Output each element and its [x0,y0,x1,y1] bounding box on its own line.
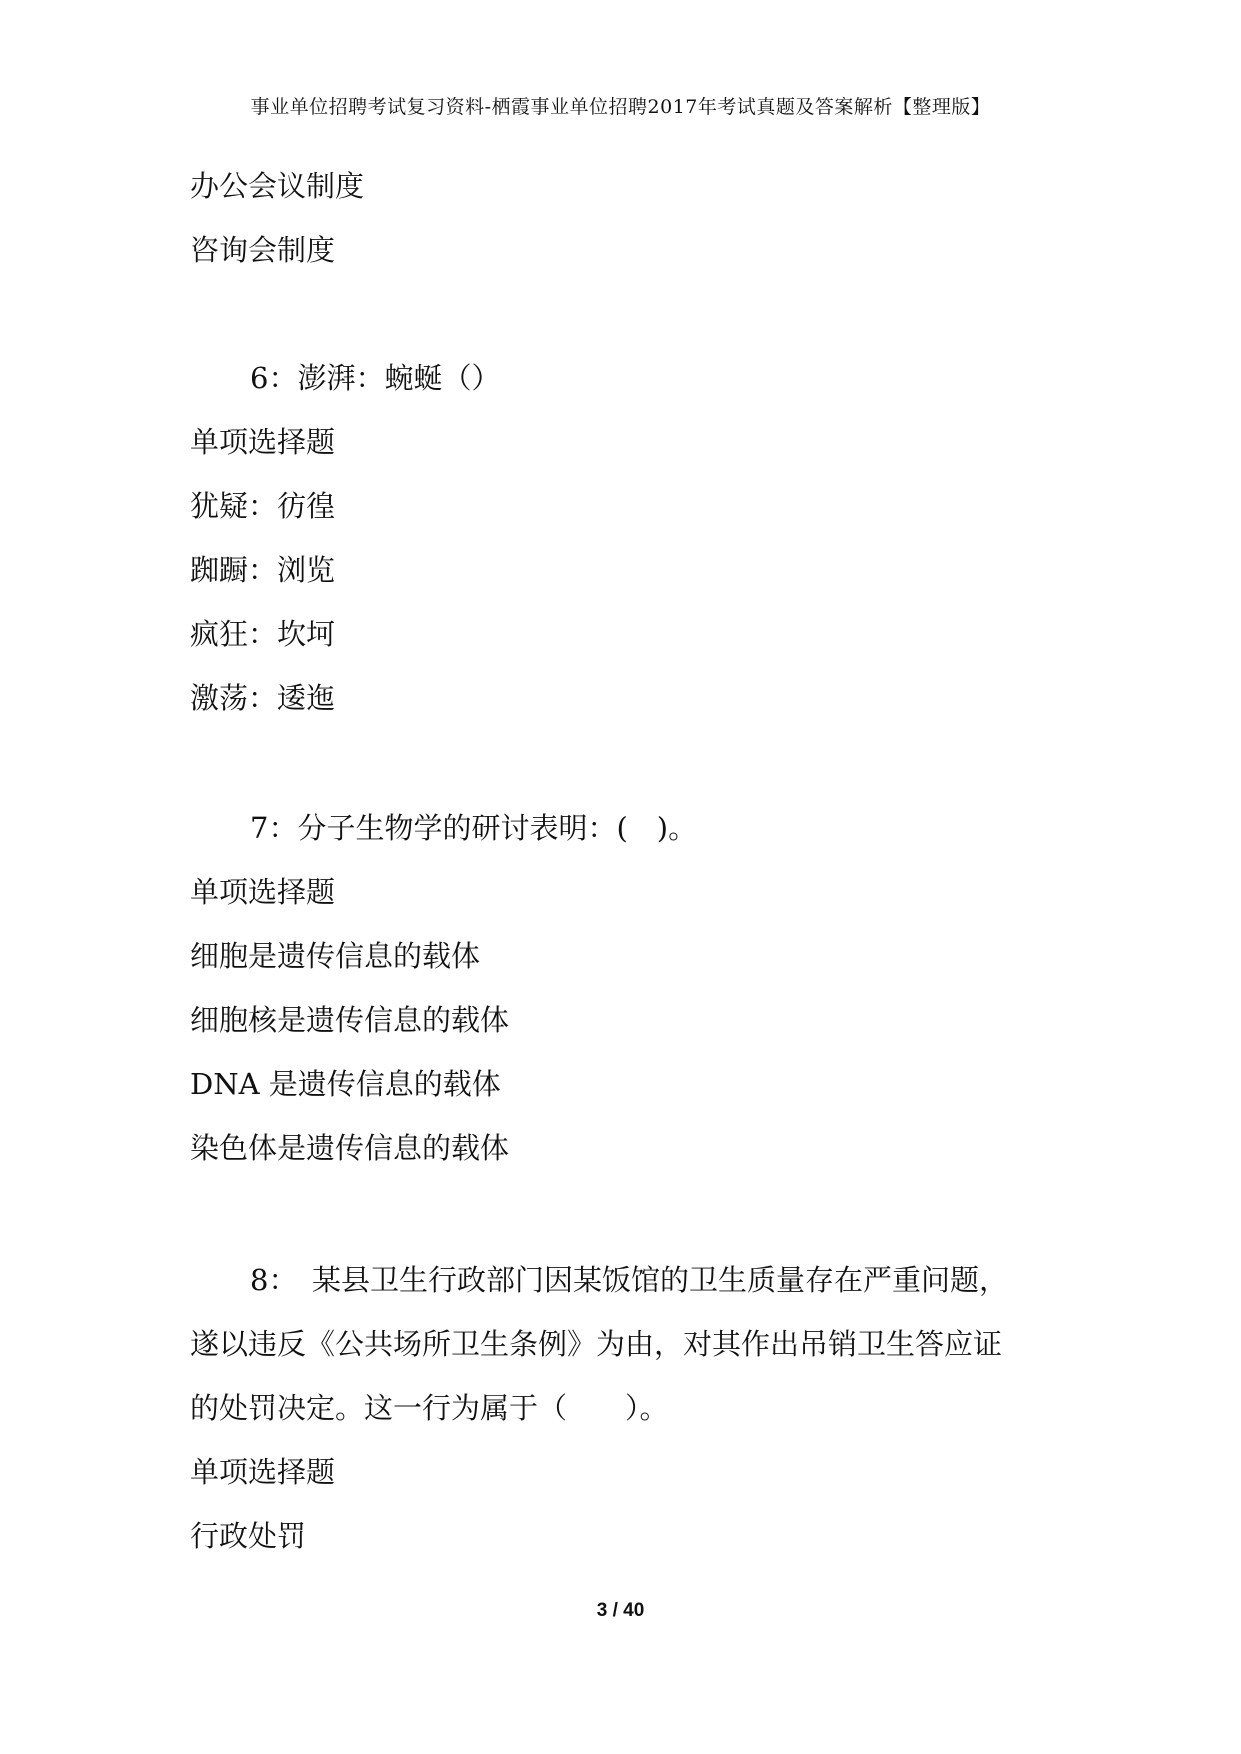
question-7-option: 细胞核是遗传信息的载体 [190,1003,510,1037]
question-7-stem: 7：分子生物学的研讨表明：( )。 [250,811,698,845]
question-7-type: 单项选择题 [190,875,336,909]
question-6-option: 踟蹰：浏览 [190,553,336,587]
question-8-type: 单项选择题 [190,1455,336,1489]
question-6-option: 犹疑：彷徨 [190,489,336,523]
question-8-stem-line: 的处罚决定。这一行为属于（ ）。 [190,1391,669,1425]
page-number: 3 / 40 [596,1600,645,1621]
question-7-option: 染色体是遗传信息的载体 [190,1131,510,1165]
question-7-option: 细胞是遗传信息的载体 [190,939,481,973]
question-6-option: 疯狂：坎坷 [190,617,336,651]
question-6-type: 单项选择题 [190,425,336,459]
question-6-stem: 6：澎湃：蜿蜒（） [250,361,501,395]
question-7-option: DNA 是遗传信息的载体 [190,1067,501,1101]
question-6-option: 激荡：逶迤 [190,681,336,715]
question-8-stem-line: 8： 某县卫生行政部门因某饭馆的卫生质量存在严重问题， [250,1263,1008,1297]
page-header: 事业单位招聘考试复习资料-栖霞事业单位招聘2017年考试真题及答案解析【整理版】 [250,96,991,118]
option-text: 咨询会制度 [190,233,336,267]
option-text: 办公会议制度 [190,169,365,203]
question-8-option: 行政处罚 [190,1519,307,1553]
question-8-stem-line: 遂以违反《公共场所卫生条例》为由，对其作出吊销卫生答应证 [190,1327,1003,1361]
